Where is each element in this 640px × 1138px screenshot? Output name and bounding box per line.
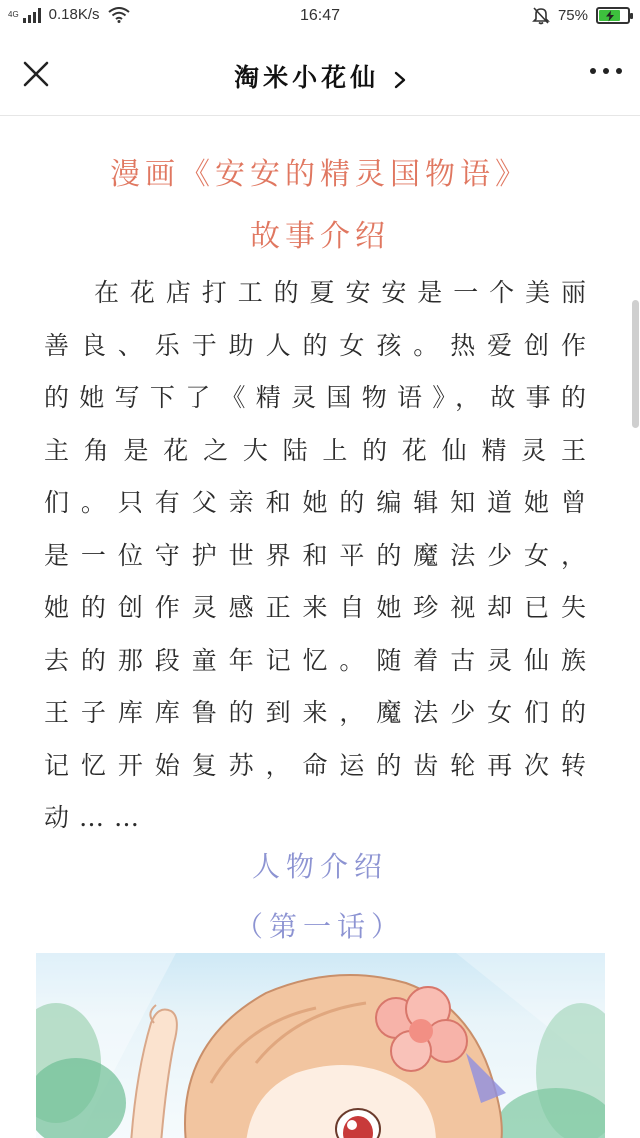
nav-bar xyxy=(0,34,640,116)
scrollbar-thumb[interactable] xyxy=(632,300,639,428)
story-paragraph: 在花店打工的夏安安是一个美丽善良、乐于助人的女孩。热爱创作的她写下了《精灵国物语》，故事的主角是花之大陆上的花仙精灵王们。只有父亲和她的编辑知道她曾是一位守护世界和平的魔法少女，她的创作灵感正来自她珍视却已失去的那段童年记忆。随着古灵仙族王子库库鲁的到来，魔法少女们的记忆开始复苏，命运的齿轮再次转动…… xyxy=(44,278,596,832)
more-dot xyxy=(590,68,596,74)
mute-bell-icon xyxy=(532,6,550,25)
episode-heading: （第一话） xyxy=(234,910,405,943)
anime-girl-illustration xyxy=(36,953,605,1138)
comic-title-heading: 漫画《安安的精灵国物语》 xyxy=(110,157,530,192)
battery-icon xyxy=(596,7,630,24)
network-speed: 0.18K/s xyxy=(48,6,100,23)
account-title: 淘米小花仙 xyxy=(234,63,380,92)
chevron-right-icon xyxy=(394,71,406,89)
clock: 16:47 xyxy=(299,7,341,24)
network-label: 4G xyxy=(8,9,19,19)
comic-illustration[interactable] xyxy=(36,953,605,1138)
account-title-link[interactable] xyxy=(0,58,640,94)
charging-bolt-icon xyxy=(606,10,614,21)
more-dot xyxy=(603,68,609,74)
more-dot xyxy=(616,68,622,74)
battery-percent: 75% xyxy=(557,7,588,24)
story-intro-heading: 故事介绍 xyxy=(250,219,390,254)
article-body[interactable] xyxy=(0,117,640,1138)
more-button[interactable] xyxy=(590,68,622,74)
status-bar xyxy=(0,0,640,34)
characters-heading: 人物介绍 xyxy=(251,850,388,883)
status-right xyxy=(532,6,630,25)
battery-fill xyxy=(599,10,620,21)
